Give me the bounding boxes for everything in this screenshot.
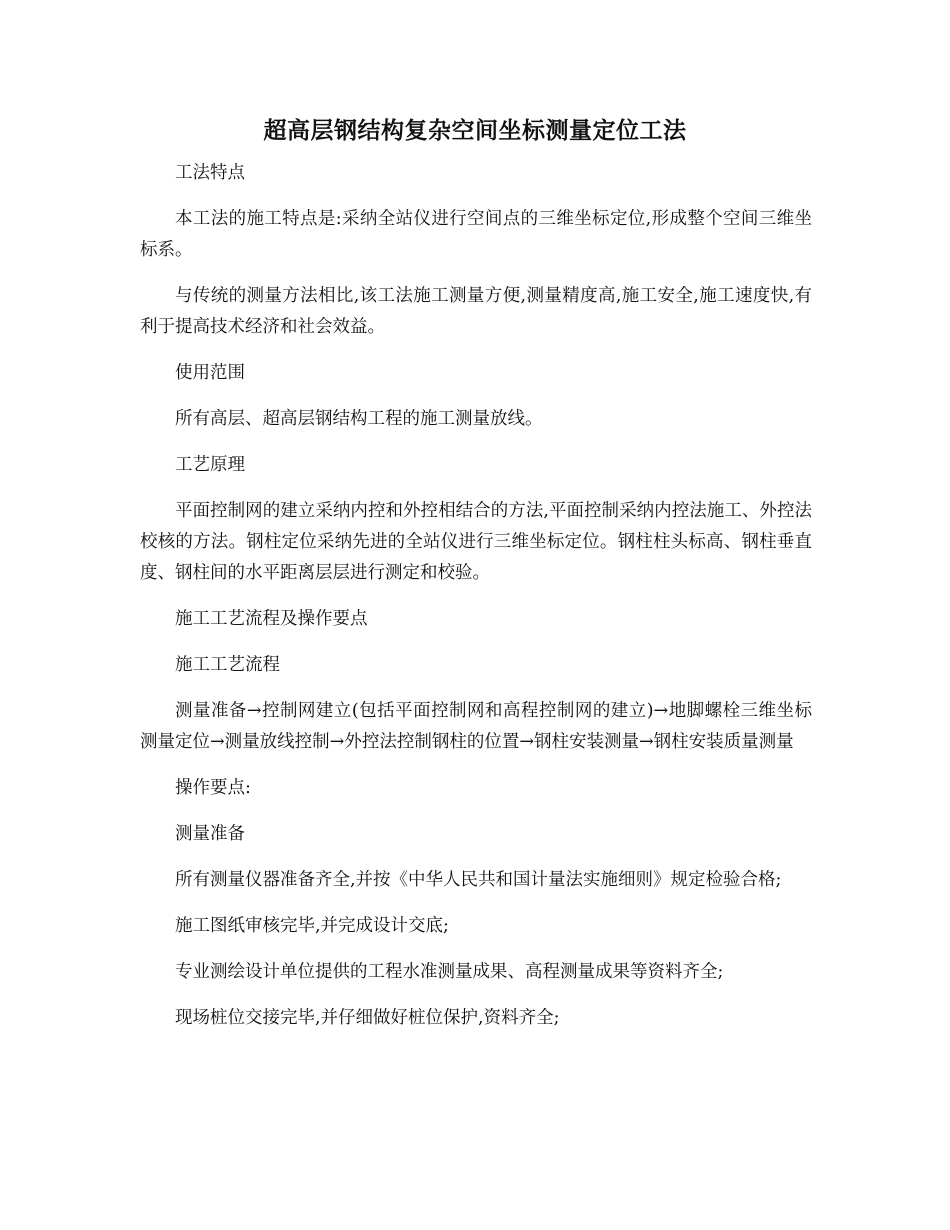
- section-heading-preparation: 测量准备: [175, 824, 245, 844]
- page-title: 超高层钢结构复杂空间坐标测量定位工法: [263, 117, 687, 144]
- paragraph-drawings: 施工图纸审核完毕,并完成设计交底;: [175, 916, 449, 936]
- paragraph-instruments: 所有测量仪器准备齐全,并按《中华人民共和国计量法实施细则》规定检验合格;: [175, 870, 782, 890]
- section-heading-features: 工法特点: [175, 163, 245, 183]
- section-heading-key-points: 操作要点:: [175, 778, 251, 798]
- section-heading-process-and-points: 施工工艺流程及操作要点: [175, 609, 368, 629]
- paragraph-principle: 平面控制网的建立采纳内控和外控相结合的方法,平面控制采纳内控法施工、外控法校核的方法。钢柱定位采纳先进的全站仪进行三维坐标定位。钢柱柱头标高、钢柱垂直度、钢柱间的水平距离层层进行测定和校验。: [140, 501, 812, 583]
- paragraph-process-flow: 测量准备→控制网建立(包括平面控制网和高程控制网的建立)→地脚螺栓三维坐标测量定位→测量放线控制→外控法控制钢柱的位置→钢柱安装测量→钢柱安装质量测量: [140, 701, 812, 752]
- paragraph-pile-handover: 现场桩位交接完毕,并仔细做好桩位保护,资料齐全;: [175, 1008, 560, 1028]
- paragraph-features-comparison: 与传统的测量方法相比,该工法施工测量方便,测量精度高,施工安全,施工速度快,有利于提高技术经济和社会效益。: [140, 286, 812, 337]
- paragraph-features-description: 本工法的施工特点是:采纳全站仪进行空间点的三维坐标定位,形成整个空间三维坐标系。: [140, 209, 812, 260]
- section-heading-scope: 使用范围: [175, 363, 245, 383]
- paragraph-survey-results: 专业测绘设计单位提供的工程水准测量成果、高程测量成果等资料齐全;: [175, 962, 724, 982]
- paragraph-scope: 所有高层、超高层钢结构工程的施工测量放线。: [175, 409, 543, 429]
- section-heading-process: 施工工艺流程: [175, 655, 280, 675]
- section-heading-principle: 工艺原理: [175, 455, 245, 475]
- document-body: [140, 158, 812, 1049]
